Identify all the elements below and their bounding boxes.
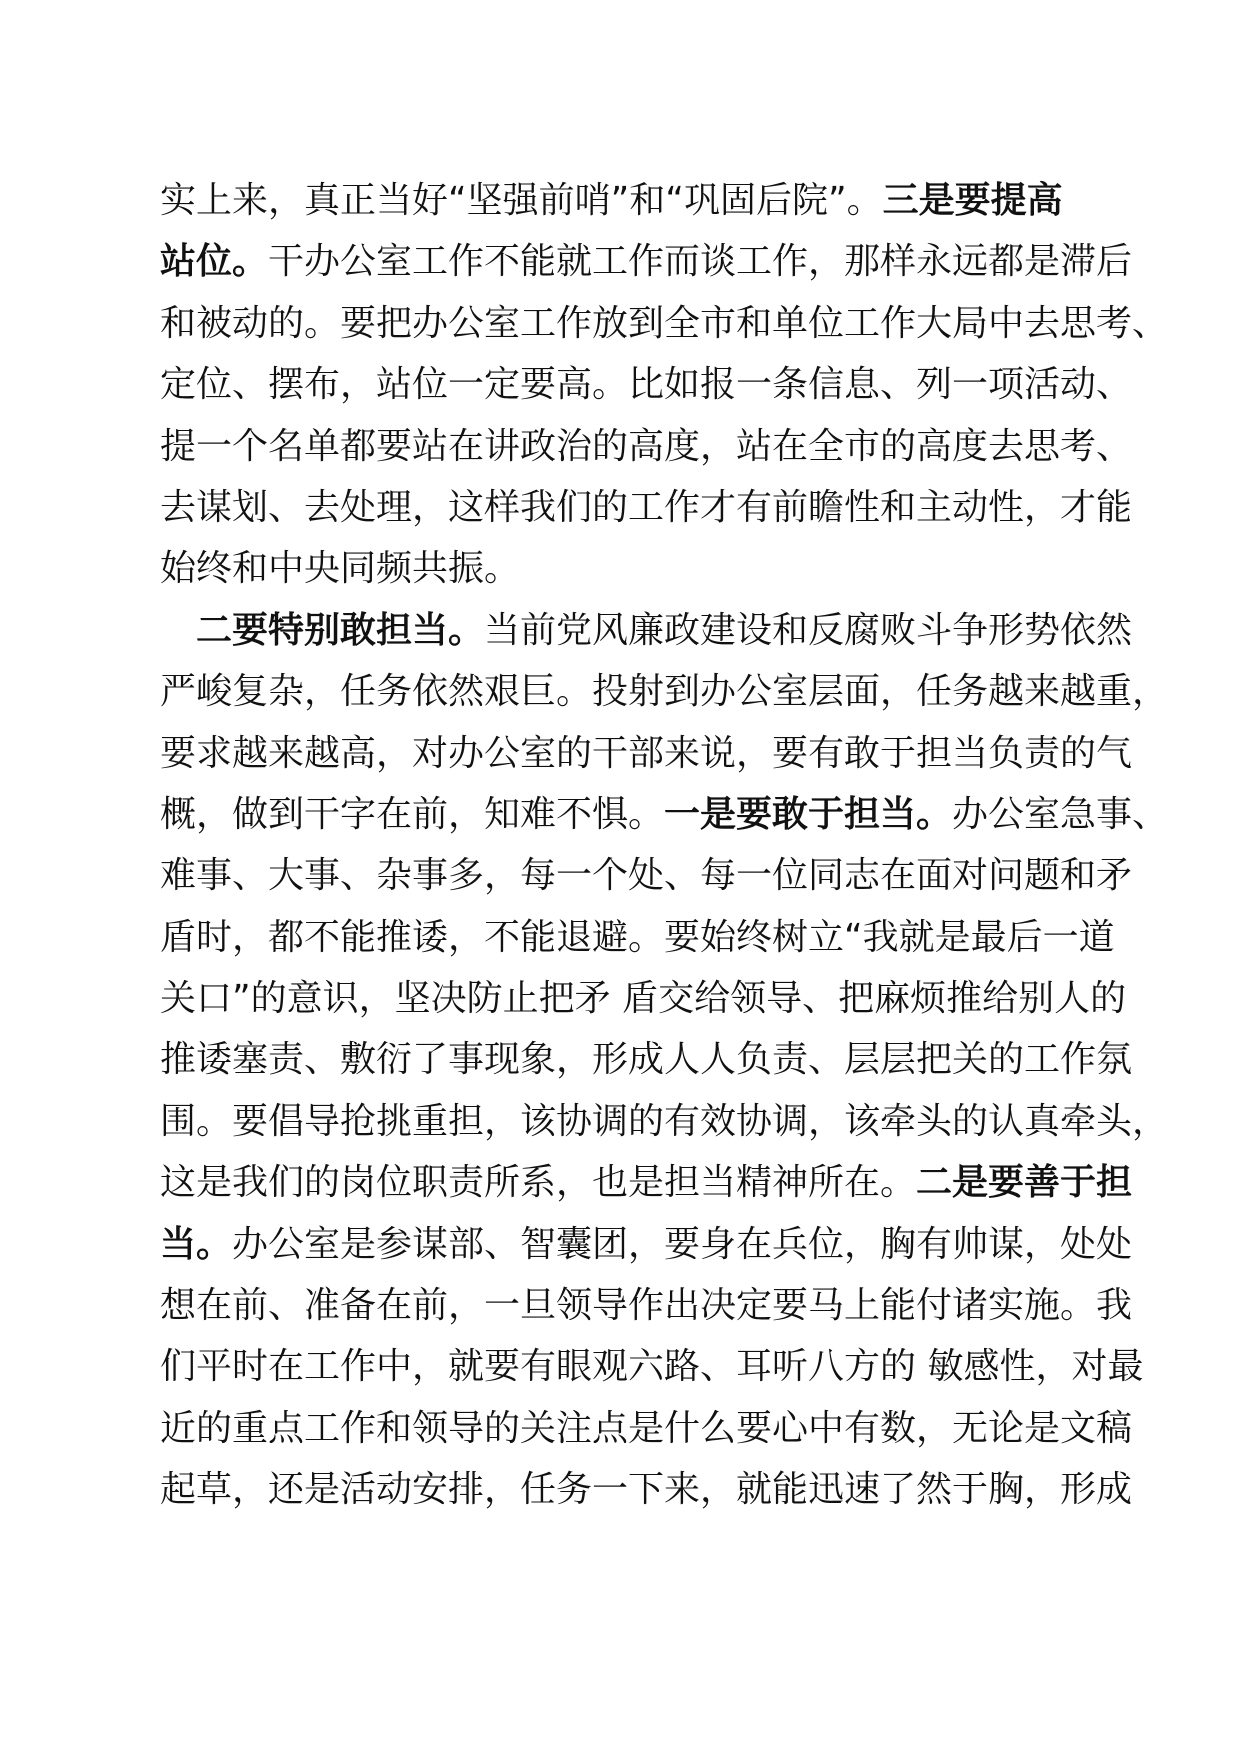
- text-segment: 实上来，真正当好“坚强前哨”和“巩固后院”。: [160, 180, 883, 221]
- bold-heading-segment: 二要特别敢担当。: [160, 609, 485, 651]
- bold-heading-segment: 一是要敢于担当。: [664, 793, 953, 835]
- text-segment: 围。要倡导抢挑重担，该协调的有效协调，该牵头的认真牵头，: [160, 1100, 1169, 1142]
- text-line: [160, 661, 1169, 722]
- text-segment: 提一个名单都要站在讲政治的高度，站在全市的高度去思考、: [160, 425, 1133, 467]
- text-segment: 近的重点工作和领导的关注点是什么要心中有数，无论是文稿: [160, 1407, 1133, 1449]
- text-line: [160, 1275, 1133, 1336]
- text-segment: 们平时在工作中，就要有眼观六路、耳听八方的 敏感性，对最: [160, 1346, 1144, 1388]
- text-line: [160, 1459, 1133, 1520]
- text-segment: 和被动的。要把办公室工作放到全市和单位工作大局中去思考、: [160, 302, 1169, 344]
- text-segment: 定位、摆布，站位一定要高。比如报一条信息、列一项活动、: [160, 364, 1133, 406]
- text-line: [160, 416, 1133, 477]
- text-segment: 严峻复杂，任务依然艰巨。投射到办公室层面，任务越来越重，: [160, 671, 1169, 713]
- text-line: [160, 293, 1169, 354]
- text-segment: 干办公室工作不能就工作而谈工作，那样永远都是滞后: [268, 241, 1133, 283]
- text-line: [160, 723, 1133, 784]
- text-segment: 这是我们的岗位职责所系，也是担当精神所在。: [160, 1162, 917, 1204]
- body-text: [160, 170, 1169, 1521]
- text-segment: 盾时，都不能推诿，不能退避。要始终树立“我就是最后一道: [160, 916, 1115, 958]
- text-segment: 推诿塞责、敷衍了事现象，形成人人负责、层层把关的工作氛: [160, 1039, 1133, 1081]
- text-segment: 起草，还是活动安排，任务一下来，就能迅速了然于胸，形成: [160, 1469, 1133, 1511]
- text-line: [160, 170, 1100, 231]
- text-segment: 关口”的意识，坚决防止把矛 盾交给领导、把麻烦推给别人的: [160, 978, 1127, 1020]
- text-line: [160, 968, 1127, 1029]
- text-line: [160, 1152, 1133, 1213]
- text-line: [160, 1398, 1133, 1459]
- text-line: [160, 1091, 1169, 1152]
- text-segment: 办公室是参谋部、智囊团，要身在兵位，胸有帅谋，处处: [232, 1223, 1133, 1265]
- text-line: [160, 231, 1133, 292]
- bold-heading-segment: 当。: [160, 1223, 233, 1265]
- text-segment: 要求越来越高，对办公室的干部来说，要有敢于担当负责的气: [160, 732, 1133, 774]
- text-segment: 概，做到干字在前，知难不惧。: [160, 793, 665, 835]
- text-segment: 想在前、准备在前，一旦领导作出决定要马上能付诸实施。我: [160, 1285, 1133, 1327]
- text-line: [160, 538, 1100, 599]
- text-segment: 难事、大事、杂事多，每一个处、每一位同志在面对问题和矛: [160, 855, 1133, 897]
- bold-heading-segment: 站位。: [160, 241, 269, 283]
- text-segment: 当前党风廉政建设和反腐败斗争形势依然: [484, 609, 1133, 651]
- text-segment: 办公室急事、: [952, 793, 1169, 835]
- bold-heading-segment: 三是要提高: [882, 180, 1063, 221]
- text-line: [160, 477, 1133, 538]
- text-segment: 始终和中央同频共振。: [160, 548, 521, 590]
- text-line: [160, 1214, 1133, 1275]
- text-line: [160, 1029, 1133, 1090]
- text-line: [160, 1336, 1144, 1397]
- text-segment: 去谋划、去处理，这样我们的工作才有前瞻性和主动性，才能: [160, 486, 1133, 528]
- text-line: [160, 845, 1133, 906]
- text-line: [160, 600, 1133, 661]
- text-line: [160, 907, 1115, 968]
- bold-heading-segment: 二是要善于担: [916, 1162, 1133, 1204]
- text-line: [160, 784, 1169, 845]
- text-line: [160, 354, 1133, 415]
